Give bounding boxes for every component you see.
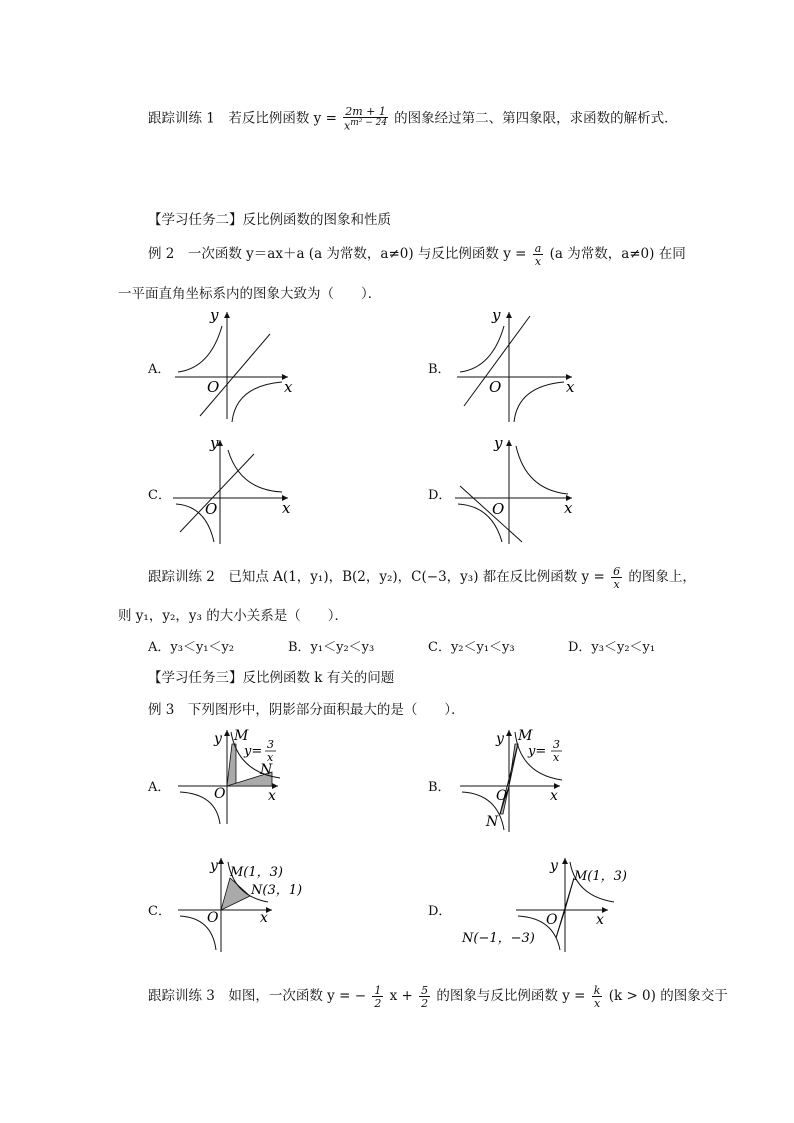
ex3a-x-label: x bbox=[268, 788, 276, 804]
ex2-graph-c bbox=[170, 432, 300, 547]
exercise3-frac1 bbox=[372, 985, 383, 1009]
ex3-graph-d bbox=[458, 854, 648, 954]
ex3-graph-c bbox=[176, 854, 306, 954]
ex3d-x-label: x bbox=[596, 912, 604, 928]
exercise2-frac-den: x bbox=[613, 577, 620, 591]
exercise2-fraction bbox=[611, 566, 622, 590]
graph-d-x-label: x bbox=[564, 499, 573, 517]
graph-a-origin-label: O bbox=[207, 378, 220, 396]
ex2-graph-b bbox=[452, 304, 582, 424]
exercise1-frac-num: 2m + 1 bbox=[345, 105, 386, 118]
ex3-option-c-label: C． bbox=[148, 904, 171, 919]
task3-heading: 【学习任务三】反比例函数 k 有关的问题 bbox=[148, 670, 395, 686]
ex2-option-a-label: A． bbox=[148, 362, 171, 377]
exercise1-prefix: 跟踪训练 1 若反比例函数 y = bbox=[148, 110, 337, 127]
graph-d-origin-label: O bbox=[492, 500, 505, 518]
exercise2-choice-d: D．y₃＜y₂＜y₁ bbox=[568, 640, 656, 655]
exercise3-suffix: (k > 0) 的图象交于 bbox=[608, 988, 728, 1004]
exercise3-frac2-num: 5 bbox=[421, 983, 429, 997]
exercise2-choice-b: B．y₁＜y₂＜y₃ bbox=[288, 640, 375, 655]
ex3d-n-coord: N(−1，−3) bbox=[462, 931, 535, 946]
graph-c-y-label: y bbox=[210, 434, 219, 452]
graph-c-x-label: x bbox=[282, 499, 291, 517]
exercise1-line bbox=[148, 106, 678, 132]
ex3b-m-label: M bbox=[518, 728, 533, 744]
exercise2-line2: 则 y₁，y₂，y₃ 的大小关系是（ ）． bbox=[118, 608, 348, 624]
exercise3-mid1: x + bbox=[389, 988, 413, 1004]
exercise2-text-b: 的图象上， bbox=[628, 569, 696, 585]
ex3d-origin-label: O bbox=[546, 912, 558, 928]
example3-text: 例 3 下列图形中，阴影部分面积最大的是（ ）． bbox=[148, 702, 465, 718]
exercise3-line bbox=[148, 984, 728, 1009]
ex3c-n-coord: N(3，1) bbox=[251, 883, 303, 898]
ex3-option-d-label: D． bbox=[428, 904, 452, 919]
ex2-graph-a bbox=[170, 304, 300, 424]
ex3d-m-coord: M(1，3) bbox=[574, 869, 627, 884]
ex3-graph-b bbox=[458, 726, 572, 836]
example2-line1 bbox=[148, 242, 686, 267]
example2-text-b: (a 为常数，a≠0) 在同 bbox=[549, 246, 686, 262]
ex3a-func-prefix: y= bbox=[244, 744, 263, 759]
ex2-graph-d bbox=[452, 432, 582, 547]
ex3a-func-num: 3 bbox=[267, 738, 274, 751]
ex3d-y-label: y bbox=[550, 858, 558, 874]
ex3b-func-den: x bbox=[553, 751, 560, 764]
ex2-option-b-label: B． bbox=[428, 362, 451, 377]
ex3b-func-prefix: y= bbox=[528, 744, 547, 759]
exercise1-frac-den bbox=[343, 118, 388, 132]
ex3c-y-label: y bbox=[210, 858, 218, 874]
ex3-option-b-label: B． bbox=[428, 780, 451, 795]
example2-frac-den: x bbox=[534, 254, 542, 268]
example2-frac-num: a bbox=[534, 241, 542, 255]
ex3b-func-num: 3 bbox=[553, 738, 560, 751]
exercise3-frac2 bbox=[419, 985, 430, 1009]
exercise2-choice-a: A．y₃＜y₁＜y₂ bbox=[148, 640, 235, 655]
graph-b-x-label: x bbox=[566, 378, 575, 396]
ex3a-y-label: y bbox=[214, 731, 222, 747]
exercise2-line1 bbox=[148, 565, 696, 590]
exercise2-frac-num: 6 bbox=[613, 564, 621, 578]
exercise3-frac3 bbox=[592, 985, 603, 1009]
exercise1-suffix: 的图象经过第二、第四象限，求函数的解析式． bbox=[394, 110, 678, 127]
exercise3-frac1-den: 2 bbox=[374, 996, 382, 1010]
example2-fraction bbox=[533, 243, 544, 267]
ex3a-n-label: N bbox=[260, 762, 273, 778]
graph-c-origin-label: O bbox=[205, 500, 218, 518]
exercise3-frac1-num: 1 bbox=[374, 983, 382, 997]
example2-line2: 一平面直角坐标系内的图象大致为（ ）． bbox=[118, 286, 382, 302]
ex3b-origin-label: O bbox=[496, 788, 508, 804]
ex2-option-c-label: C． bbox=[148, 488, 171, 503]
exercise2-text-a: 跟踪训练 2 已知点 A(1，y₁)，B(2，y₂)，C(−3，y₃) 都在反比例函数 y = bbox=[148, 569, 605, 585]
example2-text-a: 例 2 一次函数 y＝ax＋a (a 为常数，a≠0) 与反比例函数 y = bbox=[148, 246, 527, 262]
ex3c-m-coord: M(1，3) bbox=[230, 865, 283, 880]
exercise2-choice-c: C．y₂＜y₁＜y₃ bbox=[428, 640, 515, 655]
graph-b-origin-label: O bbox=[489, 378, 502, 396]
ex3b-y-label: y bbox=[496, 731, 504, 747]
ex3a-origin-label: O bbox=[214, 786, 226, 802]
ex3c-x-label: x bbox=[260, 910, 268, 926]
exercise3-frac3-num: k bbox=[593, 983, 601, 997]
exercise3-prefix: 跟踪训练 3 如图，一次函数 y = − bbox=[148, 988, 367, 1004]
ex3-option-a-label: A． bbox=[148, 780, 171, 795]
exercise1-fraction bbox=[343, 106, 388, 132]
frac-den-exp: m² − 24 bbox=[350, 118, 388, 128]
exercise3-frac2-den: 2 bbox=[421, 996, 429, 1010]
ex3b-n-label: N bbox=[486, 814, 499, 830]
graph-d-y-label: y bbox=[494, 434, 503, 452]
exercise3-frac3-den: x bbox=[593, 996, 601, 1010]
graph-a-x-label: x bbox=[284, 378, 293, 396]
ex3a-m-label: M bbox=[234, 728, 249, 744]
ex3b-x-label: x bbox=[550, 788, 558, 804]
graph-a-y-label: y bbox=[210, 306, 219, 324]
ex3-graph-a bbox=[176, 726, 290, 826]
graph-b-y-label: y bbox=[492, 306, 501, 324]
ex3c-origin-label: O bbox=[207, 910, 219, 926]
exercise3-mid2: 的图象与反比例函数 y = bbox=[436, 988, 586, 1004]
task2-heading: 【学习任务二】反比例函数的图象和性质 bbox=[148, 212, 391, 228]
ex3a-func-den: x bbox=[267, 751, 274, 764]
frac-den-base: x bbox=[343, 119, 351, 133]
ex2-option-d-label: D． bbox=[428, 488, 452, 503]
